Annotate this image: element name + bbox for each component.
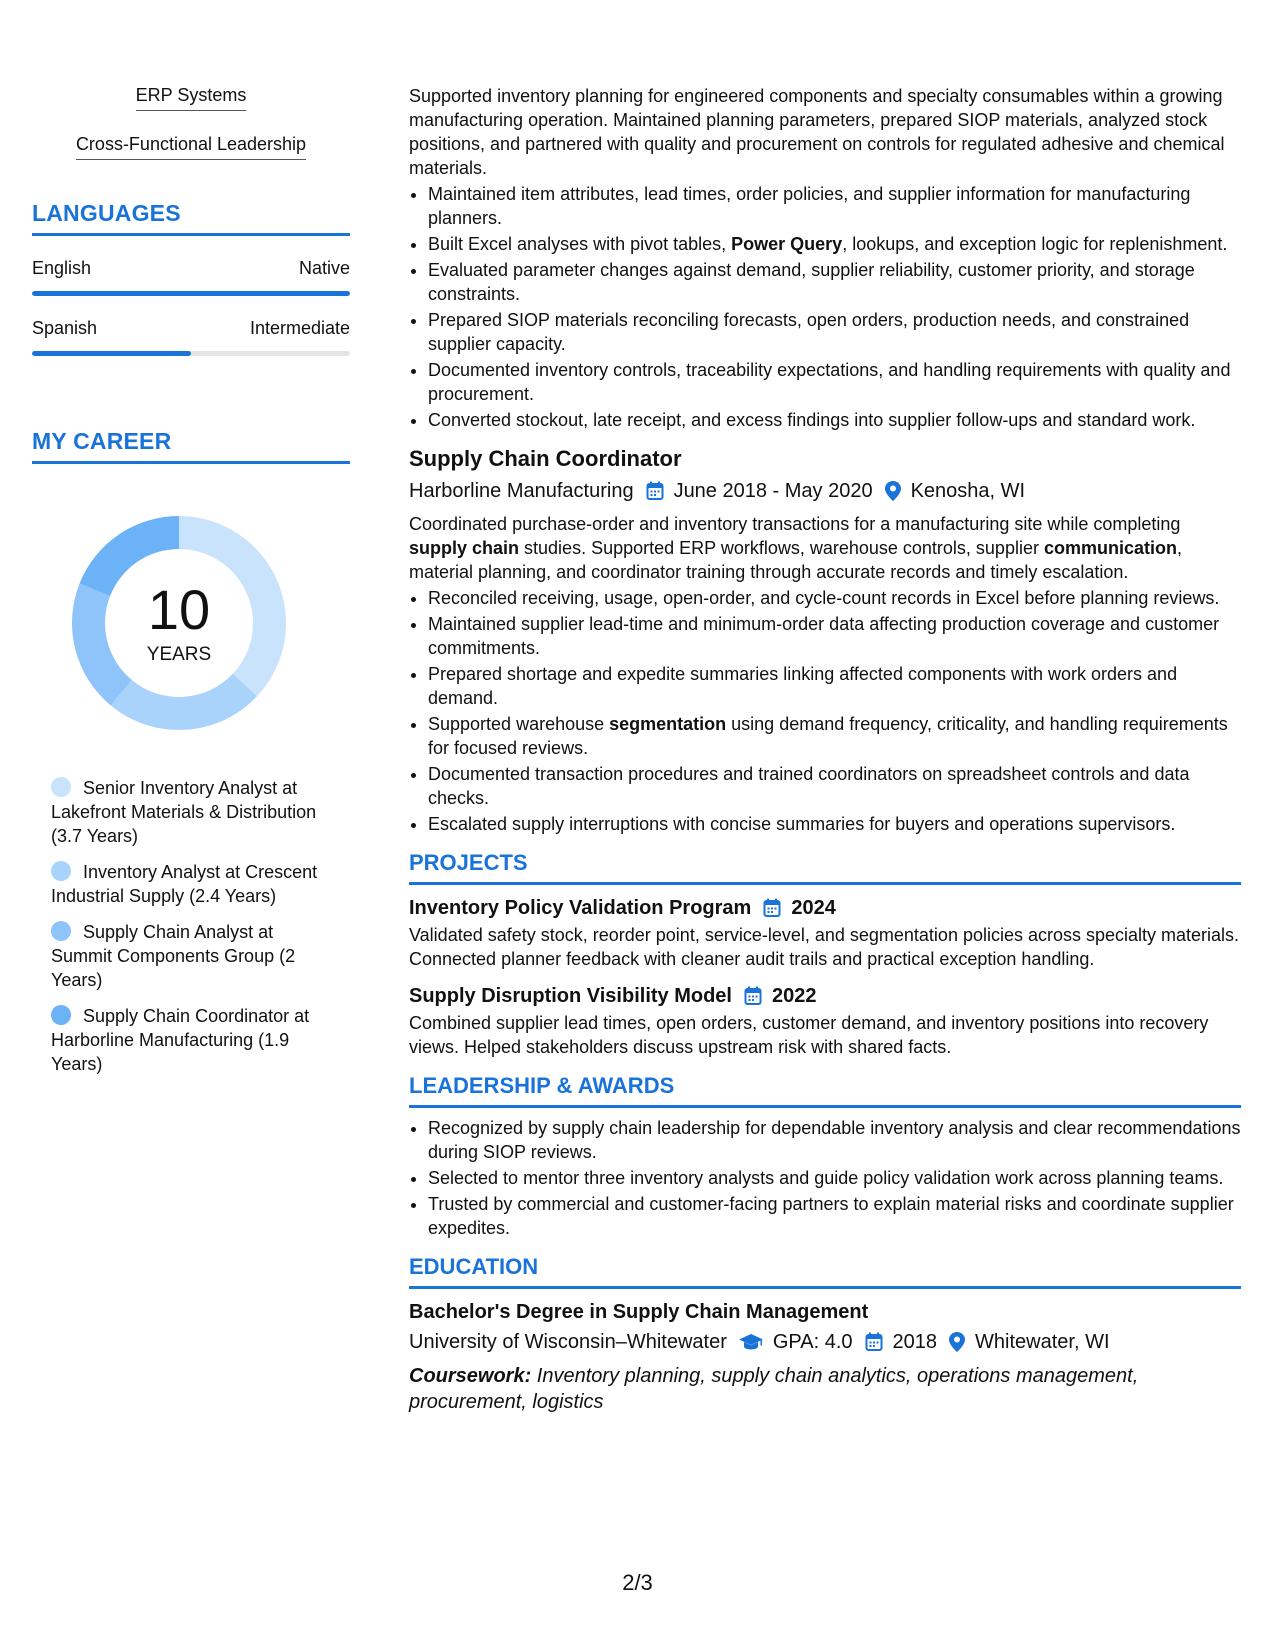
language-proficiency-fill bbox=[32, 291, 350, 296]
languages-heading: LANGUAGES bbox=[32, 200, 350, 236]
bullet-item: • Reconciled receiving, usage, open-order, and cycle-count records in Excel before planning reviews. bbox=[428, 586, 1241, 610]
career-legend-label: Inventory Analyst at Crescent Industrial Supply (2.4 Years) bbox=[51, 862, 318, 906]
bullet-bold: segmentation bbox=[609, 714, 727, 734]
bullet-item: • Escalated supply interruptions with concise summaries for buyers and operations supervisors. bbox=[428, 812, 1241, 836]
language-name: English bbox=[32, 258, 92, 278]
job-description bbox=[409, 512, 1241, 584]
job-company: Harborline Manufacturing bbox=[409, 480, 634, 502]
language-item bbox=[32, 258, 350, 296]
desc-text: Coordinated purchase-order and inventory transactions for a manufacturing site while completing bbox=[409, 514, 1181, 534]
career-total-unit: YEARS bbox=[146, 644, 212, 665]
project-description: Combined supplier lead times, open orders, customer demand, and inventory positions into recovery views. Helped stakeholders discuss upstream risk with shared facts. bbox=[409, 1013, 1209, 1057]
career-legend bbox=[51, 776, 331, 1076]
main-content bbox=[409, 84, 1241, 1415]
language-proficiency-bar bbox=[32, 291, 350, 296]
career-legend-item bbox=[51, 1004, 331, 1076]
bullet-item: • Prepared SIOP materials reconciling forecasts, open orders, production needs, and constrained supplier capacity. bbox=[428, 308, 1241, 356]
language-item bbox=[32, 318, 350, 356]
school-name: University of Wisconsin–Whitewater bbox=[409, 1331, 727, 1353]
degree-title: Bachelor's Degree in Supply Chain Management bbox=[409, 1301, 869, 1323]
coursework-text: Inventory planning, supply chain analytics, operations management, procurement, logistics bbox=[409, 1365, 1139, 1413]
graduation-year: 2018 bbox=[892, 1331, 938, 1353]
career-legend-item bbox=[51, 920, 331, 992]
calendar-icon bbox=[744, 986, 762, 1006]
bullet-text: Built Excel analyses with pivot tables, bbox=[428, 234, 732, 254]
leadership-bullets bbox=[409, 1116, 1241, 1240]
skill-label: ERP Systems bbox=[136, 84, 247, 111]
job-meta bbox=[409, 476, 1241, 506]
leadership-heading: LEADERSHIP & AWARDS bbox=[409, 1073, 1241, 1108]
career-donut-chart bbox=[64, 508, 294, 738]
calendar-icon bbox=[763, 898, 781, 918]
bullet-bold: Power Query bbox=[731, 234, 843, 254]
bullet-item: • Recognized by supply chain leadership for dependable inventory analysis and clear recommendations during SIOP reviews. bbox=[428, 1116, 1241, 1164]
page-number: 2/3 bbox=[622, 1570, 653, 1595]
project-title: Supply Disruption Visibility Model bbox=[409, 985, 732, 1007]
language-level: Native bbox=[298, 258, 350, 278]
job-location: Kenosha, WI bbox=[910, 480, 1026, 502]
bullet-item: • Converted stockout, late receipt, and excess findings into supplier follow-ups and standard work. bbox=[428, 408, 1241, 432]
job-intro-paragraph: Supported inventory planning for engineered components and specialty consumables within a growing manufacturing operation. Maintained planning parameters, prepared SIOP materials, analyzed stock positions, and partnered with quality and procurement on controls for regulated adhesive and chemical materials. bbox=[409, 86, 1225, 178]
coursework-label: Coursework: bbox=[409, 1365, 532, 1387]
graduation-cap-icon bbox=[739, 1333, 763, 1351]
career-total-years: 10 bbox=[147, 578, 211, 641]
bullet-item: • Prepared shortage and expedite summaries linking affected components with work orders and demand. bbox=[428, 662, 1241, 710]
language-level: Intermediate bbox=[249, 318, 350, 338]
calendar-icon bbox=[646, 481, 664, 501]
skill-item bbox=[32, 133, 350, 160]
career-legend-label: Senior Inventory Analyst at Lakefront Materials & Distribution (3.7 Years) bbox=[51, 778, 317, 846]
career-legend-label: Supply Chain Analyst at Summit Components Group (2 Years) bbox=[51, 922, 296, 990]
education-heading: EDUCATION bbox=[409, 1254, 1241, 1289]
bullet-text: , lookups, and exception logic for replenishment. bbox=[842, 234, 1228, 254]
project-item bbox=[409, 981, 1241, 1059]
education-meta bbox=[409, 1327, 1241, 1357]
career-heading: MY CAREER bbox=[32, 428, 350, 464]
coursework bbox=[409, 1363, 1241, 1415]
bullet-item: • Documented transaction procedures and trained coordinators on spreadsheet controls and data checks. bbox=[428, 762, 1241, 810]
projects-heading: PROJECTS bbox=[409, 850, 1241, 885]
school-location: Whitewater, WI bbox=[975, 1331, 1110, 1353]
desc-bold: communication bbox=[1043, 538, 1177, 558]
sidebar bbox=[32, 84, 350, 1088]
career-legend-label: Supply Chain Coordinator at Harborline Manufacturing (1.9 Years) bbox=[51, 1006, 310, 1074]
bullet-item: • Evaluated parameter changes against demand, supplier reliability, customer priority, and storage constraints. bbox=[428, 258, 1241, 306]
skill-item bbox=[32, 84, 350, 111]
bullet-item: • Selected to mentor three inventory analysts and guide policy validation work across planning teams. bbox=[428, 1166, 1241, 1190]
project-description: Validated safety stock, reorder point, service-level, and segmentation policies across specialty materials. Connected planner feedback with cleaner audit trails and practical exception handling. bbox=[409, 925, 1240, 969]
project-year: 2022 bbox=[772, 985, 817, 1007]
skill-label: Cross-Functional Leadership bbox=[76, 133, 306, 160]
bullet-item: • Trusted by commercial and customer-facing partners to explain material risks and coordinate supplier expedites. bbox=[428, 1192, 1241, 1240]
language-proficiency-bar bbox=[32, 351, 350, 356]
bullet-text: using demand frequency, criticality, and handling requirements for focused reviews. bbox=[428, 714, 1228, 758]
legend-dot bbox=[51, 777, 71, 797]
desc-text: studies. Supported ERP workflows, warehouse controls, supplier bbox=[519, 538, 1044, 558]
bullet-item bbox=[428, 232, 1241, 256]
location-pin-icon bbox=[949, 1332, 965, 1352]
legend-dot bbox=[51, 1005, 71, 1025]
legend-dot bbox=[51, 921, 71, 941]
job-bullets bbox=[409, 586, 1241, 836]
bullet-item: • Maintained supplier lead-time and minimum-order data affecting production coverage and customer commitments. bbox=[428, 612, 1241, 660]
gpa: GPA: 4.0 bbox=[772, 1331, 853, 1353]
location-pin-icon bbox=[885, 481, 901, 501]
project-title: Inventory Policy Validation Program bbox=[409, 897, 752, 919]
desc-text: , material planning, and coordinator training through accurate records and timely escalation. bbox=[409, 538, 1182, 582]
job-title: Supply Chain Coordinator bbox=[409, 446, 682, 471]
bullet-item bbox=[428, 712, 1241, 760]
career-legend-item bbox=[51, 776, 331, 848]
bullet-item: • Documented inventory controls, traceability expectations, and handling requirements with quality and procurement. bbox=[428, 358, 1241, 406]
job-bullets bbox=[409, 182, 1241, 432]
language-proficiency-fill bbox=[32, 351, 191, 356]
legend-dot bbox=[51, 861, 71, 881]
project-item bbox=[409, 893, 1241, 971]
job-dates: June 2018 - May 2020 bbox=[673, 480, 873, 502]
career-legend-item bbox=[51, 860, 331, 908]
bullet-text: Supported warehouse bbox=[428, 714, 610, 734]
bullet-item: • Maintained item attributes, lead times, order policies, and supplier information for manufacturing planners. bbox=[428, 182, 1241, 230]
desc-bold: supply chain bbox=[409, 538, 520, 558]
language-name: Spanish bbox=[32, 318, 98, 338]
project-year: 2024 bbox=[791, 897, 836, 919]
calendar-icon bbox=[865, 1332, 883, 1352]
